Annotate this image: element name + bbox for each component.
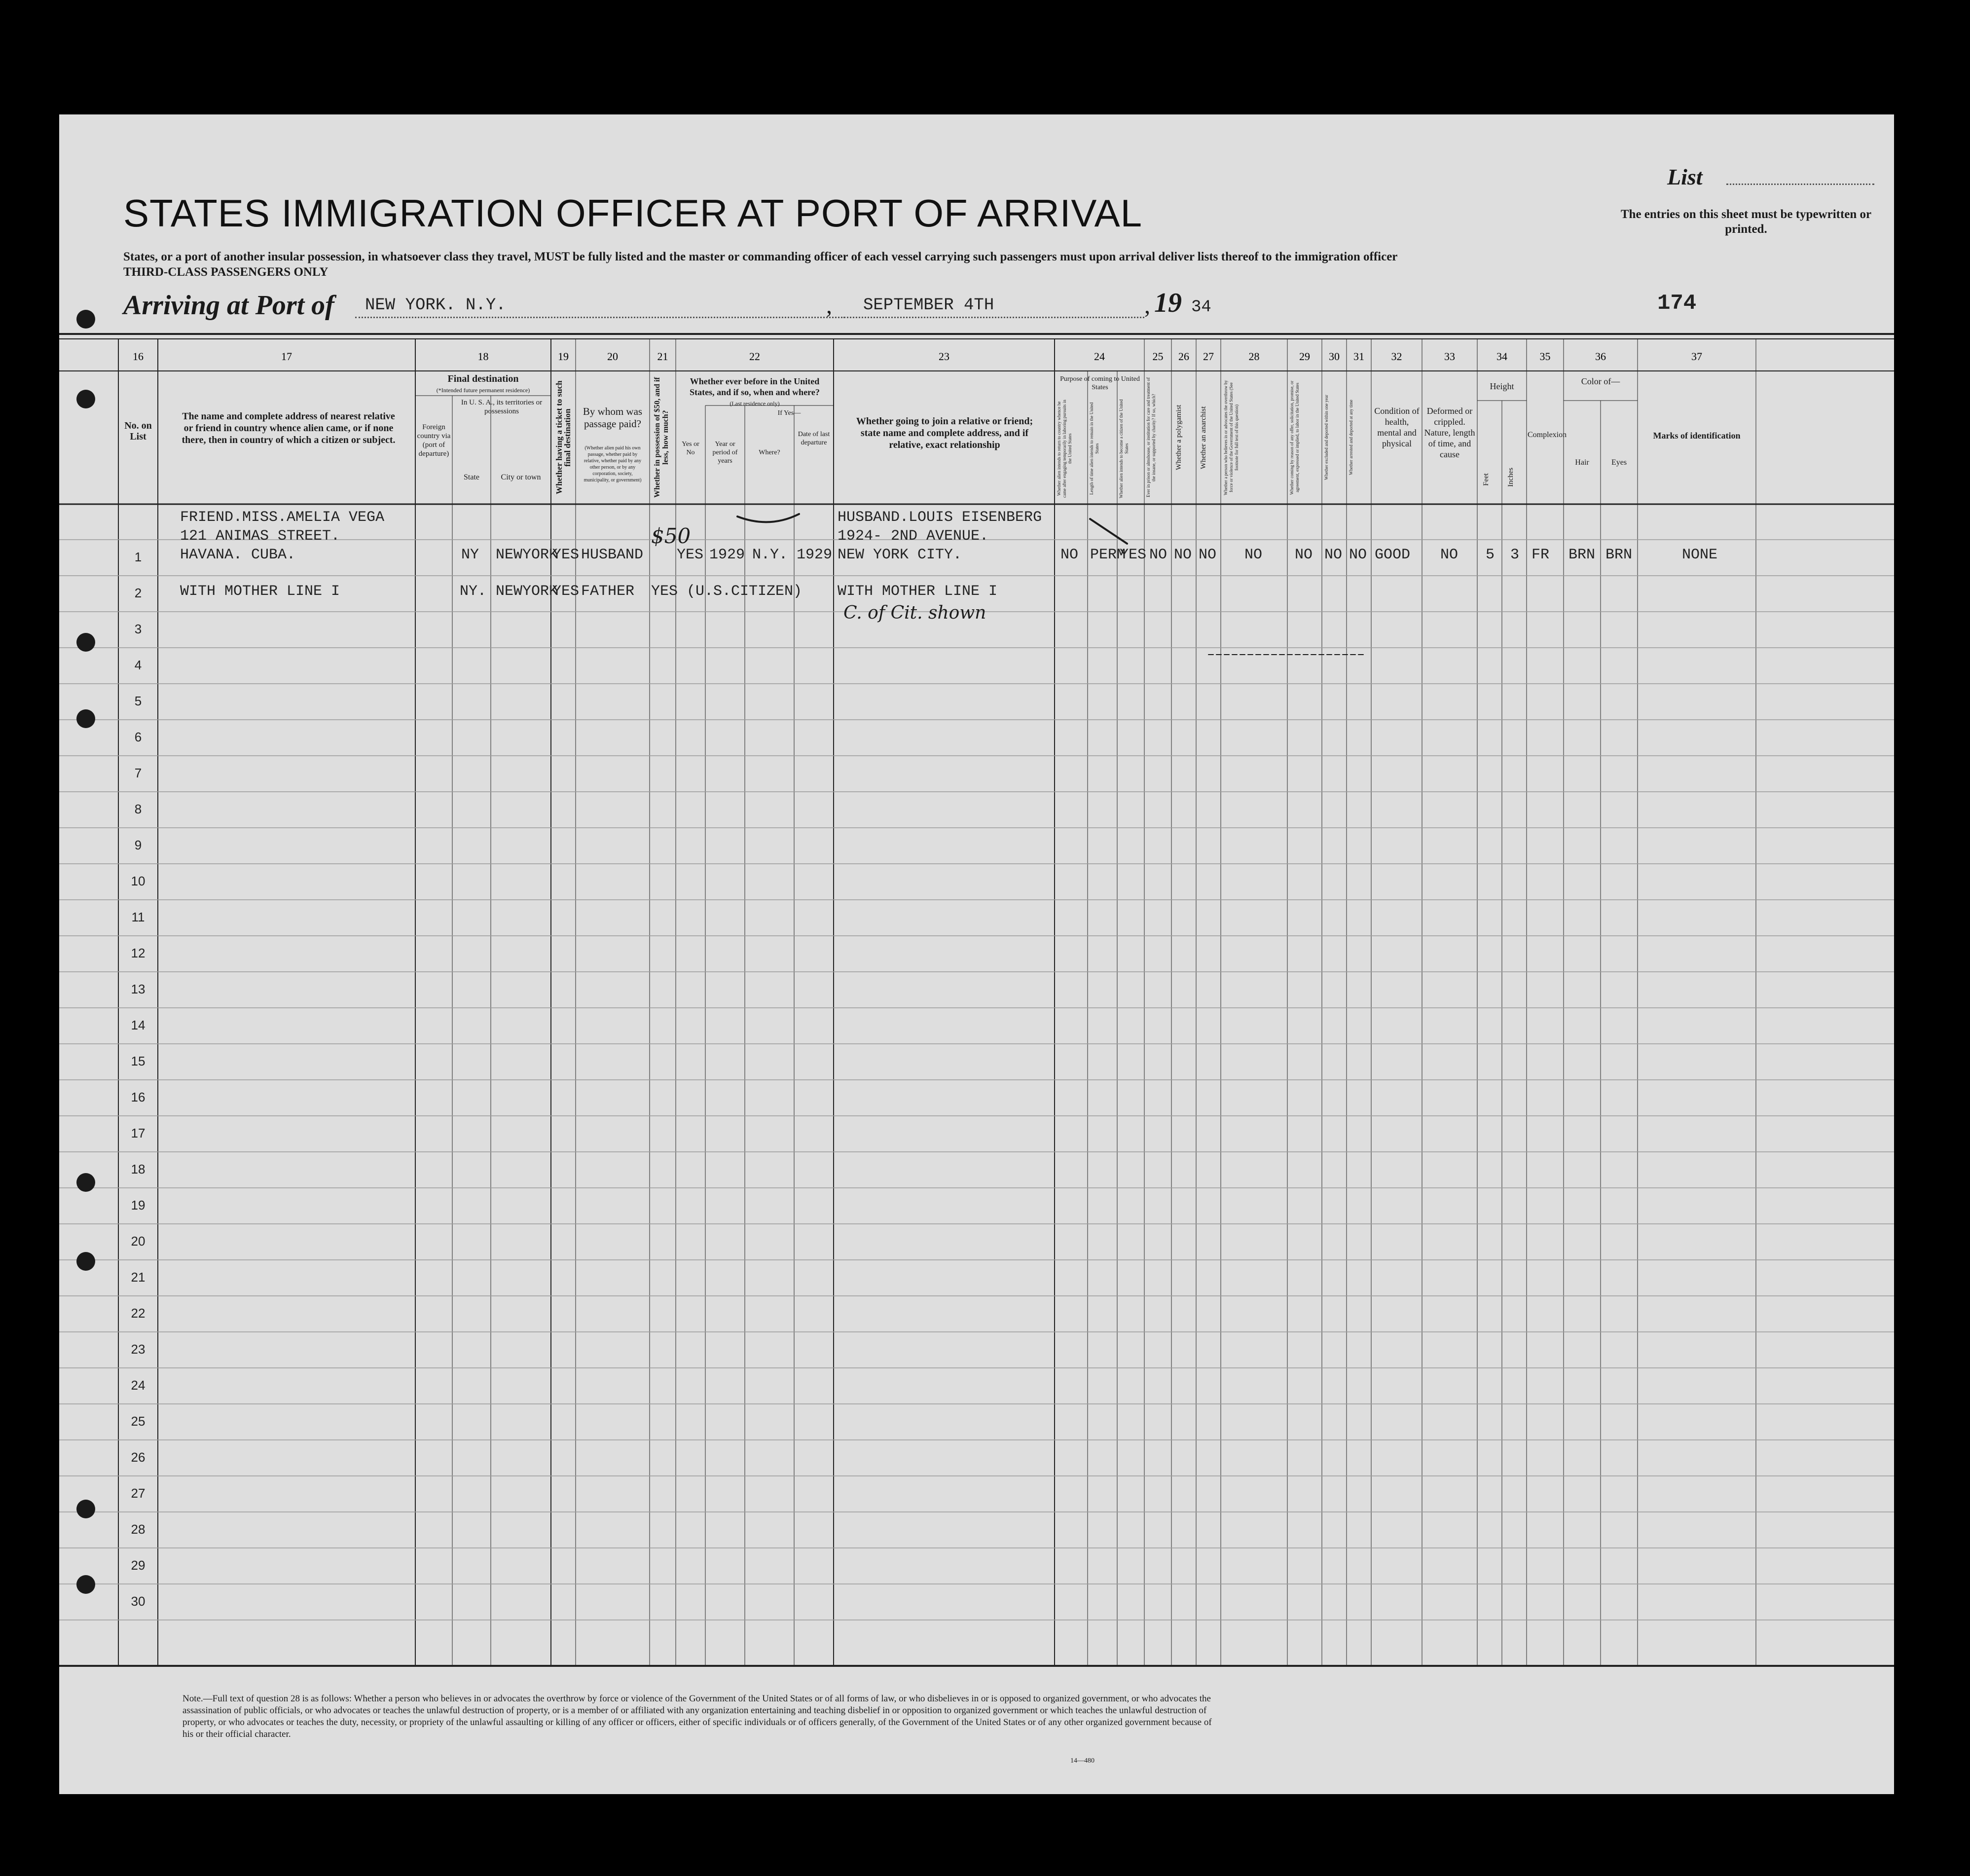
- row-number: 11: [131, 910, 145, 924]
- header-inches: Inches: [1507, 467, 1515, 487]
- header-city: City or town: [501, 473, 541, 481]
- row2-paid-by: FATHER: [581, 583, 635, 600]
- row-number: 4: [134, 658, 142, 672]
- row1-overthrow: NO: [1244, 547, 1263, 563]
- row-number: 17: [131, 1126, 146, 1140]
- colnum-27: 27: [1203, 350, 1214, 363]
- header-nearest-relative: The name and complete address of nearest relative or friend in country whence alien came, or if none there, then in country of which a citizen or subject.: [182, 411, 396, 445]
- row1-anarchist: NO: [1199, 547, 1217, 563]
- header-last-residence: (Last residence only): [730, 400, 780, 407]
- colnum-25: 25: [1152, 350, 1164, 363]
- header-passage-paid: By whom was passage paid?: [583, 405, 643, 430]
- header-foreign-country: Foreign country via (port of departure): [417, 423, 451, 458]
- header-no-on-list: No. on List: [124, 420, 152, 442]
- colnum-34: 34: [1496, 350, 1507, 363]
- row-number: 28: [131, 1522, 146, 1537]
- row1-city: NEWYORK: [496, 547, 558, 563]
- header-purpose: Purpose of coming to United States: [1060, 375, 1140, 391]
- row2-money: YES: [651, 583, 678, 600]
- row-number: 27: [131, 1486, 146, 1501]
- row1-prison: NO: [1149, 547, 1167, 563]
- header-arrested: Whether arrested and deported at any time: [1349, 400, 1353, 476]
- punch-hole: [76, 633, 95, 652]
- row1-feet: 5: [1486, 547, 1495, 563]
- row2-city: NEWYORK: [496, 583, 558, 600]
- header-height: Height: [1490, 381, 1514, 391]
- punch-hole: [76, 1575, 95, 1594]
- row1-complexion: FR: [1532, 547, 1550, 563]
- row1-hair: BRN: [1569, 547, 1596, 563]
- row1-ticket: YES: [552, 547, 580, 563]
- row1-inches: 3: [1510, 547, 1520, 563]
- row-number: 12: [131, 946, 146, 960]
- header-state: State: [464, 473, 479, 481]
- punch-hole: [76, 390, 95, 408]
- colnum-26: 26: [1178, 350, 1189, 363]
- colnum-19: 19: [558, 350, 569, 363]
- header-excluded: Whether excluded and deported within one year: [1324, 395, 1329, 480]
- header-complexion: Complexion: [1528, 431, 1567, 439]
- colnum-29: 29: [1299, 350, 1310, 363]
- manifest-sheet: [59, 114, 1894, 1794]
- comma-separator-2: ,: [1144, 293, 1150, 319]
- header-ticket: Whether having a ticket to such final destination: [554, 380, 572, 495]
- header-labor-offer: Whether coming by reason of any offer, solicitation, promise, or agreement, expressed or implied, to labor in the United States: [1289, 380, 1300, 495]
- row-number: 26: [131, 1450, 146, 1465]
- row1-paid-by: HUSBAND: [581, 547, 644, 563]
- header-return-intent: Whether alien intends to return to country whence he came after engaging temporarily in laboring pursuits in the United States: [1057, 400, 1072, 498]
- row2-handwritten-note: C. of Cit. shown: [843, 603, 986, 623]
- header-length-stay: Length of time alien intends to remain in the United States: [1089, 402, 1099, 495]
- entries-note: The entries on this sheet must be typewritten or printed.: [1620, 208, 1872, 236]
- colnum-28: 28: [1248, 350, 1260, 363]
- header-year-period: Year or period of years: [712, 441, 738, 465]
- header-usa: In U. S. A., its territories or possessions: [461, 399, 543, 415]
- row1-join-line1: HUSBAND.LOUIS EISENBERG: [838, 509, 1042, 526]
- header-final-destination-sub: (*Intended future permanent residence): [436, 387, 530, 394]
- row1-state: NY: [461, 547, 479, 563]
- row-number: 22: [131, 1306, 146, 1321]
- header-prison: Ever in prison or almshouse, or institution for care and treatment of the insane, or supported by charity? If so, which?: [1146, 377, 1156, 498]
- colnum-20: 20: [607, 350, 618, 363]
- header-anarchist: Whether an anarchist: [1200, 406, 1207, 469]
- row-number: 6: [134, 730, 142, 744]
- punch-hole: [76, 1252, 95, 1271]
- header-color-of: Color of—: [1581, 376, 1620, 386]
- colnum-16: 16: [133, 350, 144, 363]
- row1-money: $50: [651, 524, 691, 548]
- header-if-yes: If Yes—: [777, 409, 801, 417]
- row1-join-line2: 1924- 2ND AVENUE.: [838, 528, 989, 545]
- row2-relative: WITH MOTHER LINE I: [180, 583, 340, 600]
- header-ever-before: Whether ever before in the United States, and if so, when and where?: [690, 376, 820, 397]
- row1-citizen: YES: [1120, 547, 1147, 563]
- colnum-32: 32: [1391, 350, 1402, 363]
- header-passage-note: (Whether alien paid his own passage, whether paid by relative, whether paid by any other person, or by any corporation, society, municipality, or government): [584, 445, 642, 483]
- header-fifty-dollars: Whether in possession of $50, and if less, how much?: [653, 377, 670, 498]
- row2-state: NY.: [460, 583, 487, 600]
- header-overthrow: Whether a person who believes in or advocates the overthrow by force or violence of the Government of the United States (See footnote for full text of this question): [1223, 380, 1239, 495]
- colnum-18: 18: [477, 350, 489, 363]
- row1-relative-line1: FRIEND.MISS.AMELIA VEGA: [180, 509, 385, 526]
- row-number: 16: [131, 1090, 146, 1104]
- row-number: 3: [134, 622, 142, 636]
- header-last-departure: Date of last departure: [798, 431, 830, 446]
- colnum-30: 30: [1329, 350, 1340, 363]
- row-number: 29: [131, 1558, 146, 1573]
- list-number: 174: [1657, 291, 1697, 316]
- row-number: 13: [131, 982, 146, 996]
- row1-return: NO: [1060, 547, 1079, 563]
- row-number: 8: [134, 802, 142, 816]
- header-deformed: Deformed or crippled. Nature, length of time, and cause: [1424, 406, 1475, 459]
- header-health: Condition of health, mental and physical: [1374, 406, 1420, 448]
- row-number: 30: [131, 1594, 146, 1609]
- header-join-relative: Whether going to join a relative or friend; state name and complete address, and if relative, exact relationship: [856, 416, 1033, 450]
- row2-join: WITH MOTHER LINE I: [838, 583, 998, 600]
- row-number: 18: [131, 1162, 146, 1177]
- arrival-date: SEPTEMBER 4TH: [863, 296, 994, 315]
- row-number: 23: [131, 1342, 146, 1357]
- footnote-question-28: Note.—Full text of question 28 is as follows: Whether a person who believes in or advocates the overthrow by force or violence of the Government of the United States or of all forms of law, or who disbelieves in or is opposed to organized government, or who advocates the assassination of public officials, or who advocates or teaches the unlawful destruction of property, or is a member of or affiliated with any organization entertaining and teaching disbelief in or opposition to organized government or which teaches the unlawful destruction of property, or who advocates or teaches the duty, necessity, or propriety of the unlawful assaulting or killing of any officer or officers, either of specific individuals or of officers generally, of the Government of the United States or of any other organized government because of his or their official character.: [182, 1693, 1212, 1739]
- row-number: 5: [134, 694, 142, 708]
- punch-hole: [76, 709, 95, 728]
- row1-join-line3: NEW YORK CITY.: [838, 547, 962, 563]
- row-number: 9: [134, 838, 142, 852]
- punch-hole: [76, 1500, 95, 1518]
- header-yes-no: Yes or No: [682, 441, 699, 456]
- row1-arrested: NO: [1349, 547, 1367, 563]
- colnum-23: 23: [939, 350, 949, 363]
- list-label: List: [1667, 164, 1703, 189]
- header-polygamist: Whether a polygamist: [1175, 405, 1183, 471]
- colnum-35: 35: [1539, 350, 1551, 363]
- header-hair: Hair: [1575, 458, 1589, 467]
- row2-before-us: (U.S.CITIZEN): [687, 583, 803, 600]
- header-eyes: Eyes: [1611, 458, 1627, 467]
- subtitle-class: THIRD-CLASS PASSENGERS ONLY: [123, 265, 328, 279]
- header-marks: Marks of identification: [1653, 431, 1741, 441]
- row-number: 14: [131, 1018, 146, 1032]
- colnum-24: 24: [1094, 350, 1105, 363]
- row-number: 20: [131, 1234, 146, 1249]
- pen-stroke-2: [737, 514, 799, 522]
- row-number: 7: [134, 766, 142, 780]
- row1-deformed: NO: [1440, 547, 1459, 563]
- row-number: 15: [131, 1054, 146, 1068]
- arriving-label: Arriving at Port of: [123, 290, 334, 321]
- form-number: 14—480: [1070, 1757, 1094, 1765]
- colnum-33: 33: [1444, 350, 1455, 363]
- colnum-17: 17: [281, 350, 292, 363]
- arrival-port: NEW YORK. N.Y.: [365, 296, 506, 315]
- colnum-37: 37: [1691, 350, 1702, 363]
- row1-offer: NO: [1295, 547, 1313, 563]
- row-number: 24: [131, 1378, 146, 1393]
- colnum-21: 21: [657, 350, 668, 363]
- colnum-36: 36: [1595, 350, 1606, 363]
- row1-relative-line2: 121 ANIMAS STREET.: [180, 528, 340, 545]
- row1-before-us: YES: [677, 547, 704, 563]
- year-suffix: 34: [1191, 298, 1211, 317]
- row-number: 21: [131, 1270, 146, 1285]
- row1-where: N.Y.: [752, 547, 788, 563]
- row1-marks: NONE: [1682, 547, 1718, 563]
- row1-year: 1929: [709, 547, 745, 563]
- table-grid: [59, 114, 1894, 1794]
- row-number: 1: [134, 550, 142, 564]
- row1-eyes: BRN: [1605, 547, 1633, 563]
- header-final-destination: Final destination: [447, 373, 519, 384]
- header-feet: Feet: [1482, 473, 1490, 486]
- row-number: 19: [131, 1198, 146, 1213]
- year-prefix: 19: [1154, 288, 1182, 318]
- subtitle-instructions: States, or a port of another insular possession, in whatsoever class they travel, MUST be fully listed and the master or commanding officer of each vessel carrying such passengers must upon arrival deliver lists thereof to the immigration officer: [123, 250, 1398, 263]
- row1-length: PERM: [1090, 547, 1126, 563]
- punch-hole: [76, 1173, 95, 1192]
- punch-hole: [76, 310, 95, 329]
- row-number: 25: [131, 1414, 146, 1429]
- colnum-22: 22: [749, 350, 760, 363]
- header-where: Where?: [759, 449, 780, 456]
- row-number: 2: [134, 586, 142, 600]
- comma-separator: ,: [826, 293, 832, 319]
- row1-relative-line3: HAVANA. CUBA.: [180, 547, 296, 563]
- row2-ticket: YES: [552, 583, 580, 600]
- header-citizen-intent: Whether alien intends to become a citizen of the United States: [1119, 399, 1129, 498]
- row1-last-departure: 1929: [797, 547, 833, 563]
- row-number: 10: [131, 874, 146, 888]
- row1-polygamist: NO: [1174, 547, 1192, 563]
- row1-excluded: NO: [1324, 547, 1343, 563]
- colnum-31: 31: [1353, 350, 1364, 363]
- page-title: STATES IMMIGRATION OFFICER AT PORT OF ARRIVAL: [123, 191, 1143, 235]
- row1-health: GOOD: [1375, 547, 1411, 563]
